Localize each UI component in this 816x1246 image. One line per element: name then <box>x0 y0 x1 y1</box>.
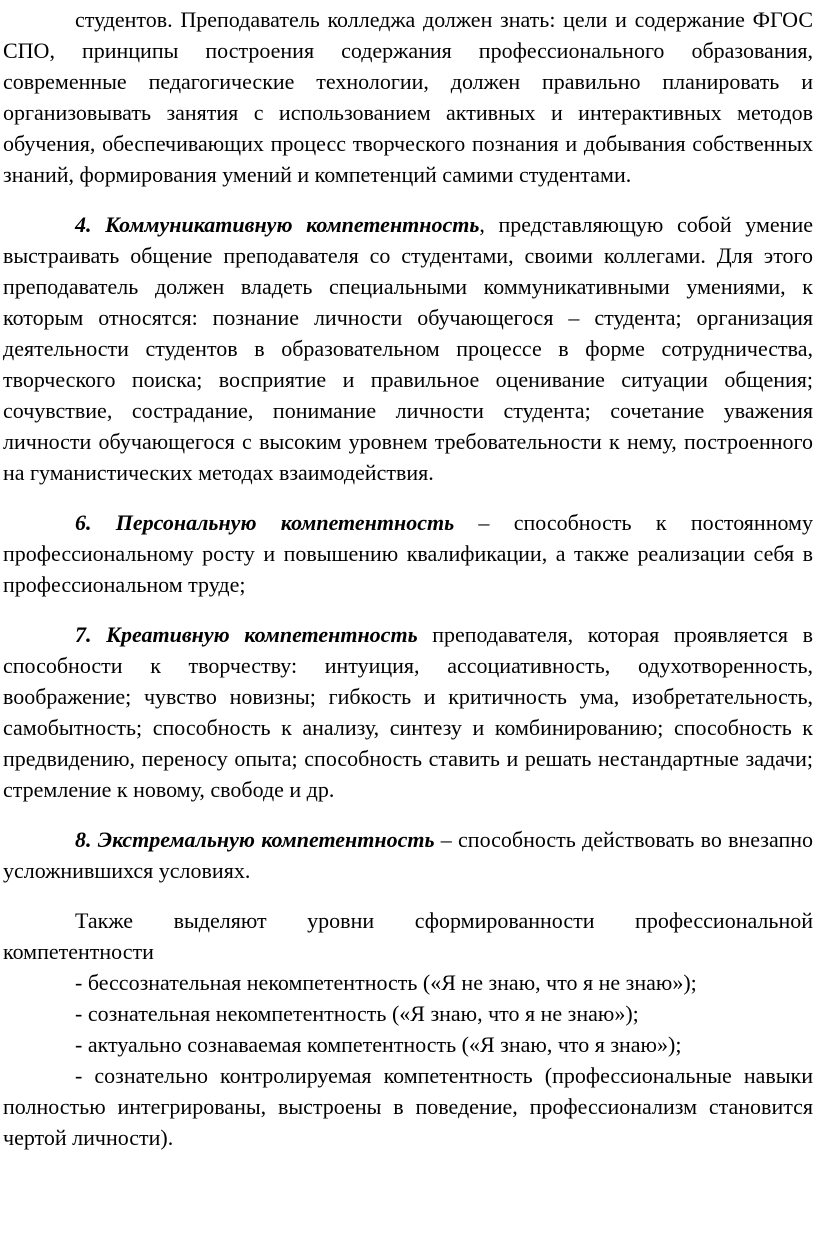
competence-levels-list <box>3 967 813 1153</box>
paragraph-intro: студентов. Преподаватель колледжа должен знать: цели и содержание ФГОС СПО, принципы построения содержания профессионального образования, современные педагогические технологии, должен правильно планировать и организовывать занятия с использованием активных и интерактивных методов обучения, обеспечивающих процесс творческого познания и добывания собственных знаний, формирования умений и компетенций самими студентами. <box>3 7 813 187</box>
paragraph-creative-competence <box>3 619 813 805</box>
paragraph-extreme-competence <box>3 824 813 886</box>
paragraph-competence-levels: Также выделяют уровни сформированности профессиональной компетентности <box>3 908 813 964</box>
heading-personal-competence: 6. Персональную компетентность <box>75 510 455 535</box>
paragraph-communicative-text: , представляющую собой умение выстраивать общение преподавателя со студентами, своими коллегами. Для этого преподаватель должен владеть специальными коммуникативными умениями, к которым относятся: познание личности обучающегося – студента; организация деятельности студентов в образовательном процессе в форме сотрудничества, творческого поиска; восприятие и правильное оценивание ситуации общения; сочувствие, сострадание, понимание личности студента; сочетание уважения личности обучающегося с высоким уровнем требовательности к нему, построенного на гуманистических методах взаимодействия. <box>3 212 813 485</box>
paragraph-personal-competence <box>3 507 813 600</box>
paragraph-extreme-text: – способность действовать во внезапно усложнившихся условиях. <box>3 827 813 883</box>
heading-creative-competence: 7. Креативную компетентность <box>75 622 418 647</box>
heading-extreme-competence: 8. Экстремальную компетентность <box>75 827 435 852</box>
list-item: - сознательная некомпетентность («Я знаю, что я не знаю»); <box>75 1001 639 1026</box>
list-item: - бессознательная некомпетентность («Я не знаю, что я не знаю»); <box>75 970 697 995</box>
paragraph-communicative-competence <box>3 209 813 488</box>
paragraph-creative-text: преподавателя, которая проявляется в способности к творчеству: интуиция, ассоциативность, одухотворенность, воображение; чувство новизны; гибкость и критичность ума, изобретательность, самобытность; способность к анализу, синтезу и комбинированию; способность к предвидению, переносу опыта; способность ставить и решать нестандартные задачи; стремление к новому, свободе и др. <box>3 622 813 802</box>
list-item: - сознательно контролируемая компетентность (профессиональные навыки полностью интегрированы, выстроены в поведение, профессионализм становится чертой личности). <box>3 1063 813 1150</box>
list-item: - актуально сознаваемая компетентность («Я знаю, что я знаю»); <box>75 1032 682 1057</box>
heading-communicative-competence: 4. Коммуникативную компетентность <box>75 212 480 237</box>
paragraph-personal-text: – способность к постоянному профессиональному росту и повышению квалификации, а также реализации себя в профессиональном труде; <box>3 510 813 597</box>
